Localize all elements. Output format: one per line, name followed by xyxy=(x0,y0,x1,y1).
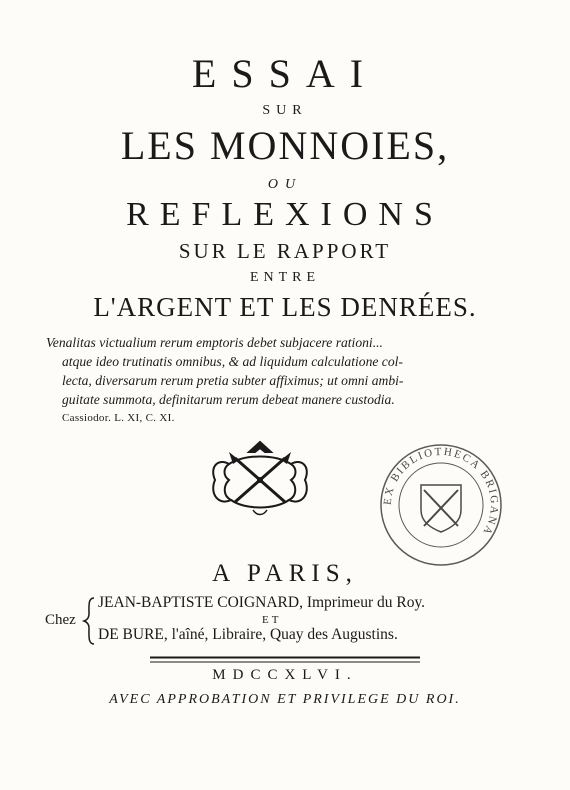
stamp-text: EX BIBLIOTHECA BRIGANA xyxy=(381,445,501,539)
title-reflexions: REFLEXIONS xyxy=(126,196,444,233)
imprint-et: ET xyxy=(262,614,282,626)
epigraph xyxy=(46,333,470,428)
title-entre: ENTRE xyxy=(249,270,321,285)
brace-icon xyxy=(82,596,96,646)
epigraph-line: atque ideo trutinatis omnibus, & ad liquidum calculatione col- xyxy=(62,354,403,369)
epigraph-line: guitate summota, definitarum rerum debeat manere custodia. xyxy=(62,392,395,407)
publisher-coignard: JEAN-BAPTISTE COIGNARD, Imprimeur du Roy. xyxy=(98,594,426,611)
epigraph-line: lecta, diversarum rerum pretia subter affiximus; ut omni ambi- xyxy=(62,373,404,388)
title-essai: ESSAI xyxy=(191,51,379,96)
imprint-chez: Chez xyxy=(45,612,76,628)
epigraph-line: Venalitas victualium rerum emptoris debet subjacere rationi... xyxy=(46,335,383,350)
double-rule xyxy=(150,656,420,664)
title-monnoies: LES MONNOIES, xyxy=(120,123,450,168)
imprint-privilege: AVEC APPROBATION ET PRIVILEGE DU ROI. xyxy=(109,692,461,707)
title-argent-denrees: L'ARGENT ET LES DENRÉES. xyxy=(93,292,477,322)
epigraph-citation: Cassiodor. L. XI, C. XI. xyxy=(62,412,175,424)
title-sur: SUR xyxy=(262,103,308,118)
imprint-date: MDCCXLVI. xyxy=(212,667,358,683)
svg-text:EX BIBLIOTHECA BRIGANA xyxy=(382,446,500,538)
library-stamp-icon xyxy=(376,440,506,570)
title-sur-le-rapport: SUR LE RAPPORT xyxy=(178,239,392,263)
printers-ornament-icon xyxy=(205,440,315,520)
title-ou: OU xyxy=(267,177,303,192)
imprint-city: A PARIS, xyxy=(212,560,358,587)
publisher-de-bure: DE BURE, l'aîné, Libraire, Quay des Augustins. xyxy=(98,626,398,643)
